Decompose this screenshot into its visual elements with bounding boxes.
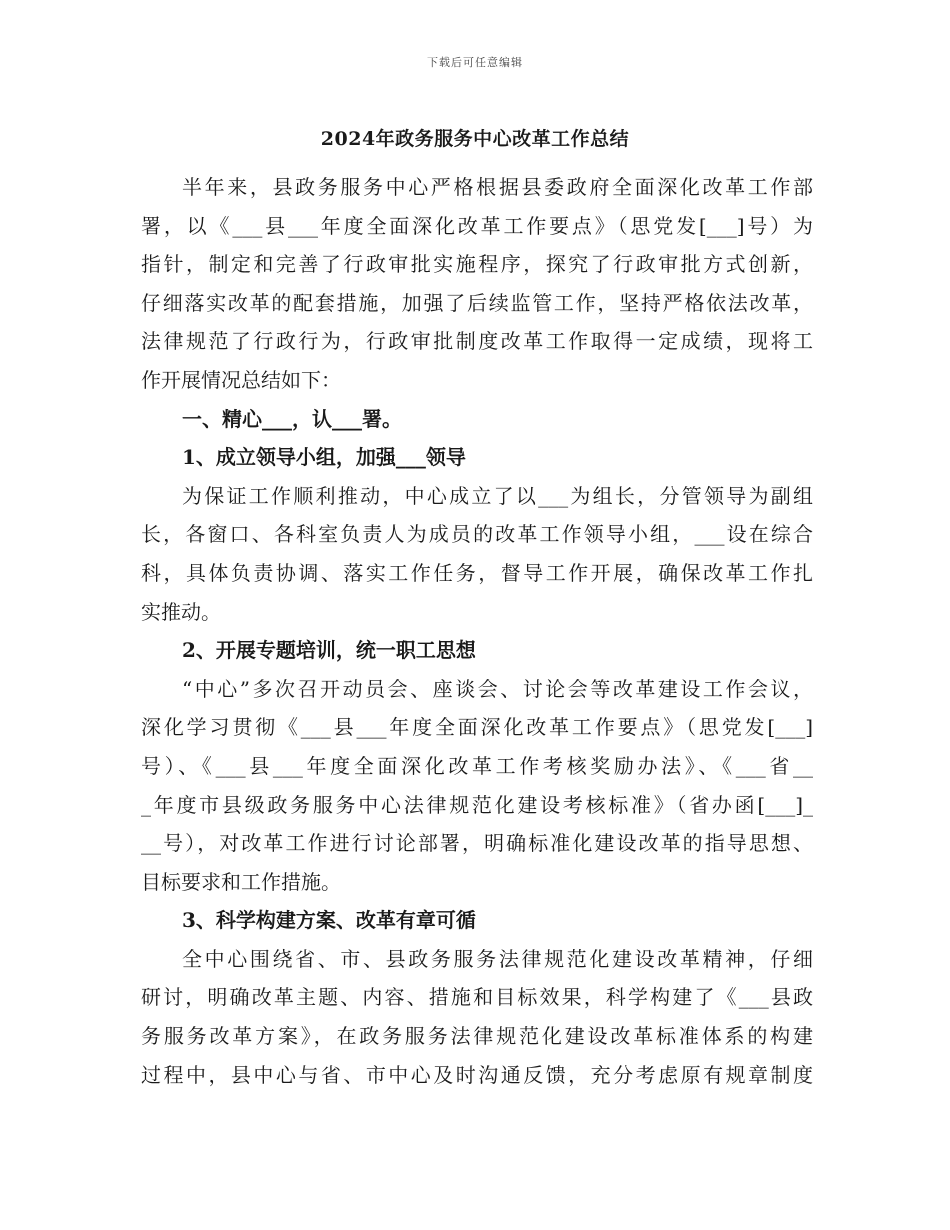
paragraph-line: 署，以《___县___年度全面深化改革工作要点》（思党发[___]号）为 (141, 213, 813, 238)
section-heading: 1、成立领导小组，加强___领导 (182, 445, 466, 470)
paragraph-line: 半年来，县政务服务中心严格根据县委政府全面深化改革工作部 (182, 175, 813, 199)
paragraph-line: 作开展情况总结如下： (141, 367, 341, 392)
paragraph-line: 法律规范了行政行为，行政审批制度改革工作取得一定成绩，现将工 (141, 329, 813, 354)
paragraph-line: _年度市县级政务服务中心法律规范化建设考核标准》（省办函[___]_ (141, 792, 813, 817)
paragraph-line: 长，各窗口、各科室负责人为成员的改革工作领导小组，___设在综合 (141, 522, 813, 547)
paragraph-line: 目标要求和工作措施。 (141, 869, 341, 894)
paragraph-line: 号）、《___县___年度全面深化改革工作考核奖励办法》、《___省__ (141, 753, 813, 778)
paragraph-line: 深化学习贯彻《___县___年度全面深化改革工作要点》（思党发[___] (141, 715, 813, 740)
paragraph-line: 过程中，县中心与省、市中心及时沟通反馈，充分考虑原有规章制度 (141, 1062, 813, 1087)
paragraph-line: 实推动。 (141, 599, 221, 624)
document-body (141, 168, 813, 1094)
paragraph-line: 全中心围绕省、市、县政务服务法律规范化建设改革精神，仔细 (182, 946, 813, 971)
paragraph-line: 务服务改革方案》，在政务服务法律规范化建设改革标准体系的构建 (141, 1024, 813, 1049)
paragraph-line: __号），对改革工作进行讨论部署，明确标准化建设改革的指导思想、 (141, 831, 813, 856)
paragraph-line: 研讨，明确改革主题、内容、措施和目标效果，科学构建了《___县政 (141, 985, 813, 1010)
paragraph-line: “中心”多次召开动员会、座谈会、讨论会等改革建设工作会议， (182, 676, 813, 701)
paragraph-line: 为保证工作顺利推动，中心成立了以___为组长，分管领导为副组 (182, 483, 813, 508)
section-heading: 2、开展专题培训，统一职工思想 (182, 638, 476, 663)
paragraph-line: 指针，制定和完善了行政审批实施程序，探究了行政审批方式创新， (141, 252, 813, 277)
paragraph-line: 仔细落实改革的配套措施，加强了后续监管工作，坚持严格依法改革， (141, 290, 813, 315)
section-heading: 3、科学构建方案、改革有章可循 (182, 908, 476, 933)
document-title: 2024年政务服务中心改革工作总结 (320, 128, 630, 150)
header-note: 下载后可任意编辑 (427, 56, 523, 69)
section-heading: 一、精心___，认___署。 (182, 406, 402, 431)
paragraph-line: 科，具体负责协调、落实工作任务，督导工作开展，确保改革工作扎 (141, 560, 813, 585)
